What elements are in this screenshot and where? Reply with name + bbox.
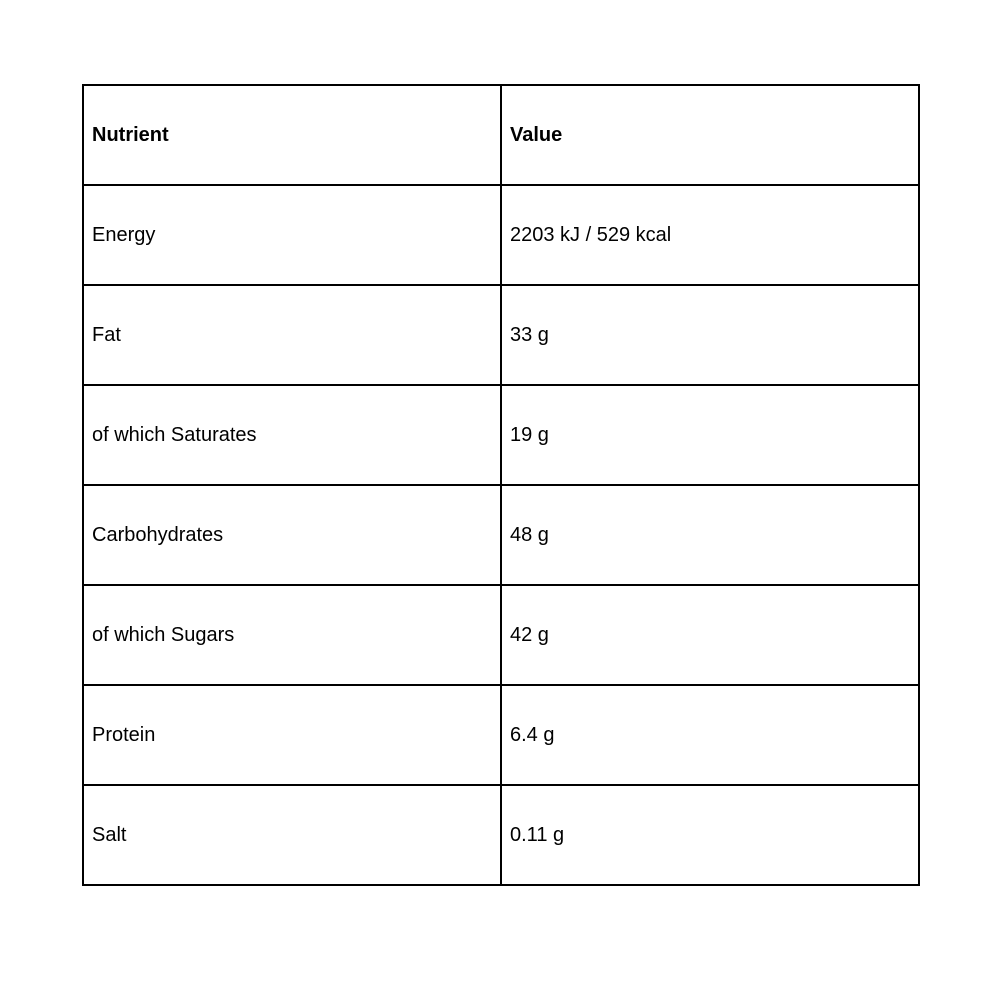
header-nutrient: Nutrient <box>83 85 501 185</box>
cell-value: 0.11 g <box>501 785 919 885</box>
cell-value: 6.4 g <box>501 685 919 785</box>
cell-nutrient: of which Sugars <box>83 585 501 685</box>
table-row <box>83 585 919 685</box>
table-header-row <box>83 85 919 185</box>
table-row <box>83 785 919 885</box>
cell-value: 48 g <box>501 485 919 585</box>
table-row <box>83 285 919 385</box>
table-row <box>83 485 919 585</box>
cell-nutrient: Energy <box>83 185 501 285</box>
cell-nutrient: Carbohydrates <box>83 485 501 585</box>
cell-nutrient: of which Saturates <box>83 385 501 485</box>
cell-value: 33 g <box>501 285 919 385</box>
header-value: Value <box>501 85 919 185</box>
cell-nutrient: Salt <box>83 785 501 885</box>
nutrition-table <box>82 84 920 886</box>
table-row <box>83 685 919 785</box>
cell-nutrient: Fat <box>83 285 501 385</box>
cell-value: 42 g <box>501 585 919 685</box>
table-row <box>83 185 919 285</box>
cell-nutrient: Protein <box>83 685 501 785</box>
cell-value: 19 g <box>501 385 919 485</box>
cell-value: 2203 kJ / 529 kcal <box>501 185 919 285</box>
table-row <box>83 385 919 485</box>
